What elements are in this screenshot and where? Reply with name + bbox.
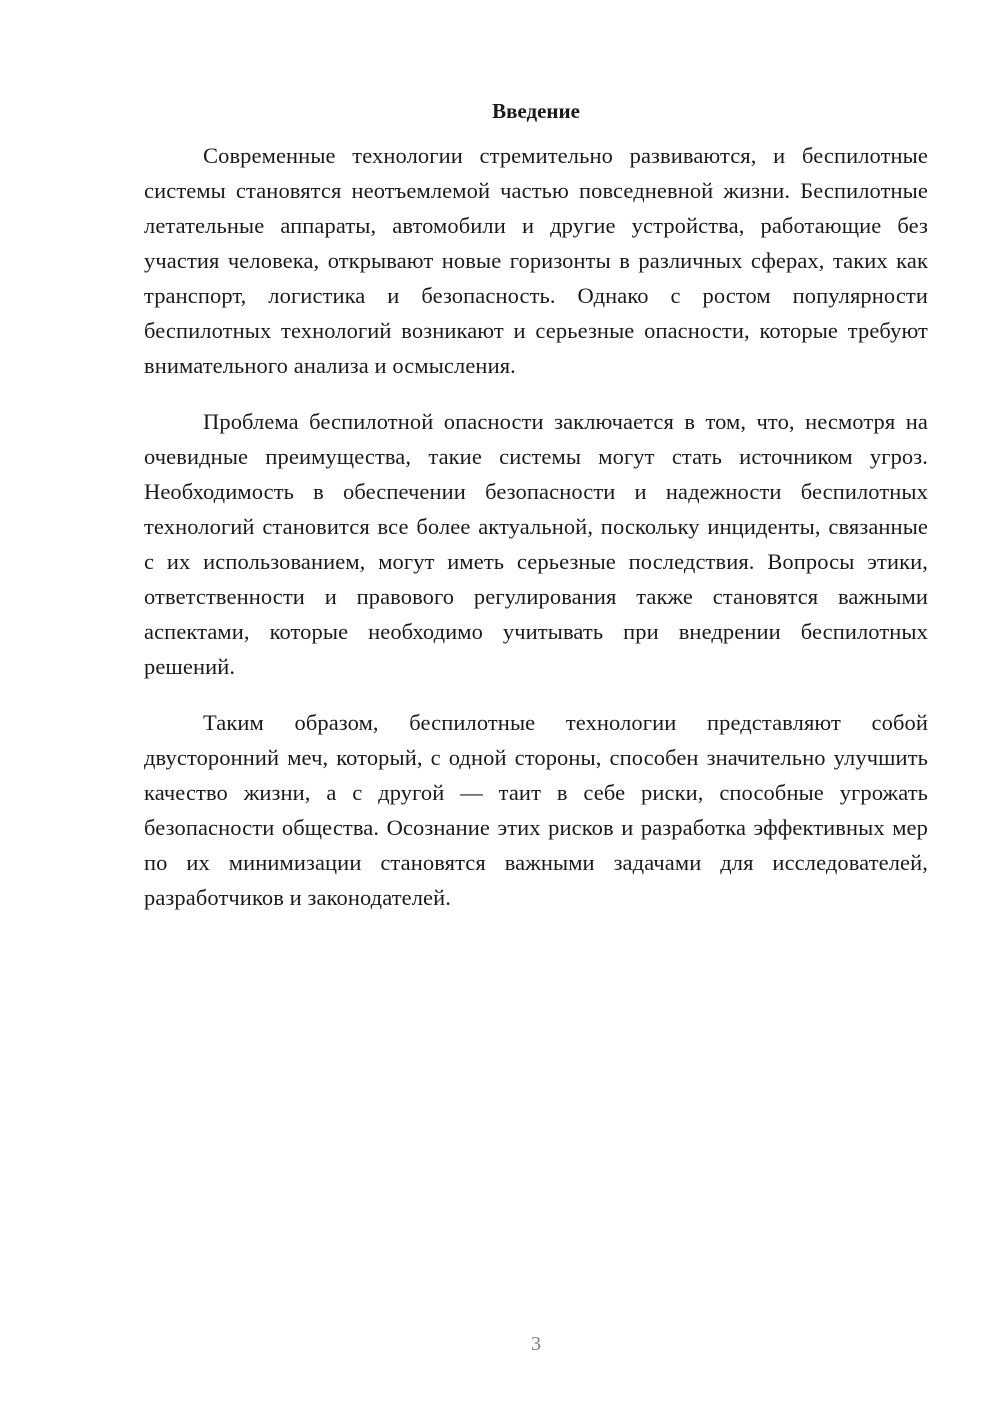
paragraph-3: Таким образом, беспилотные технологии представляют собой двусторонний меч, который, с одной стороны, способен значительно улучшить качество жизни, а с другой — таит в себе риски, способные угрожать безопасности общества. Осознание этих рисков и разработка эффективных мер по их минимизации становятся важными задачами для исследователей, разработчиков и законодателей. (144, 710, 928, 910)
page-number: 3 (531, 1333, 541, 1355)
paragraph-2: Проблема беспилотной опасности заключается в том, что, несмотря на очевидные преимущества, такие системы могут стать источником угроз. Необходимость в обеспечении безопасности и надежности беспилотных технологий становится все более актуальной, поскольку инциденты, связанные с их использованием, могут иметь серьезные последствия. Вопросы этики, ответственности и правового регулирования также становятся важными аспектами, которые необходимо учитывать при внедрении беспилотных решений. (144, 409, 928, 679)
section-heading: Введение (492, 99, 580, 123)
document-body (144, 94, 928, 936)
paragraph-1: Современные технологии стремительно развиваются, и беспилотные системы становятся неотъемлемой частью повседневной жизни. Беспилотные летательные аппараты, автомобили и другие устройства, работающие без участия человека, открывают новые горизонты в различных сферах, таких как транспорт, логистика и безопасность. Однако с ростом популярности беспилотных технологий возникают и серьезные опасности, которые требуют внимательного анализа и осмысления. (144, 143, 928, 378)
